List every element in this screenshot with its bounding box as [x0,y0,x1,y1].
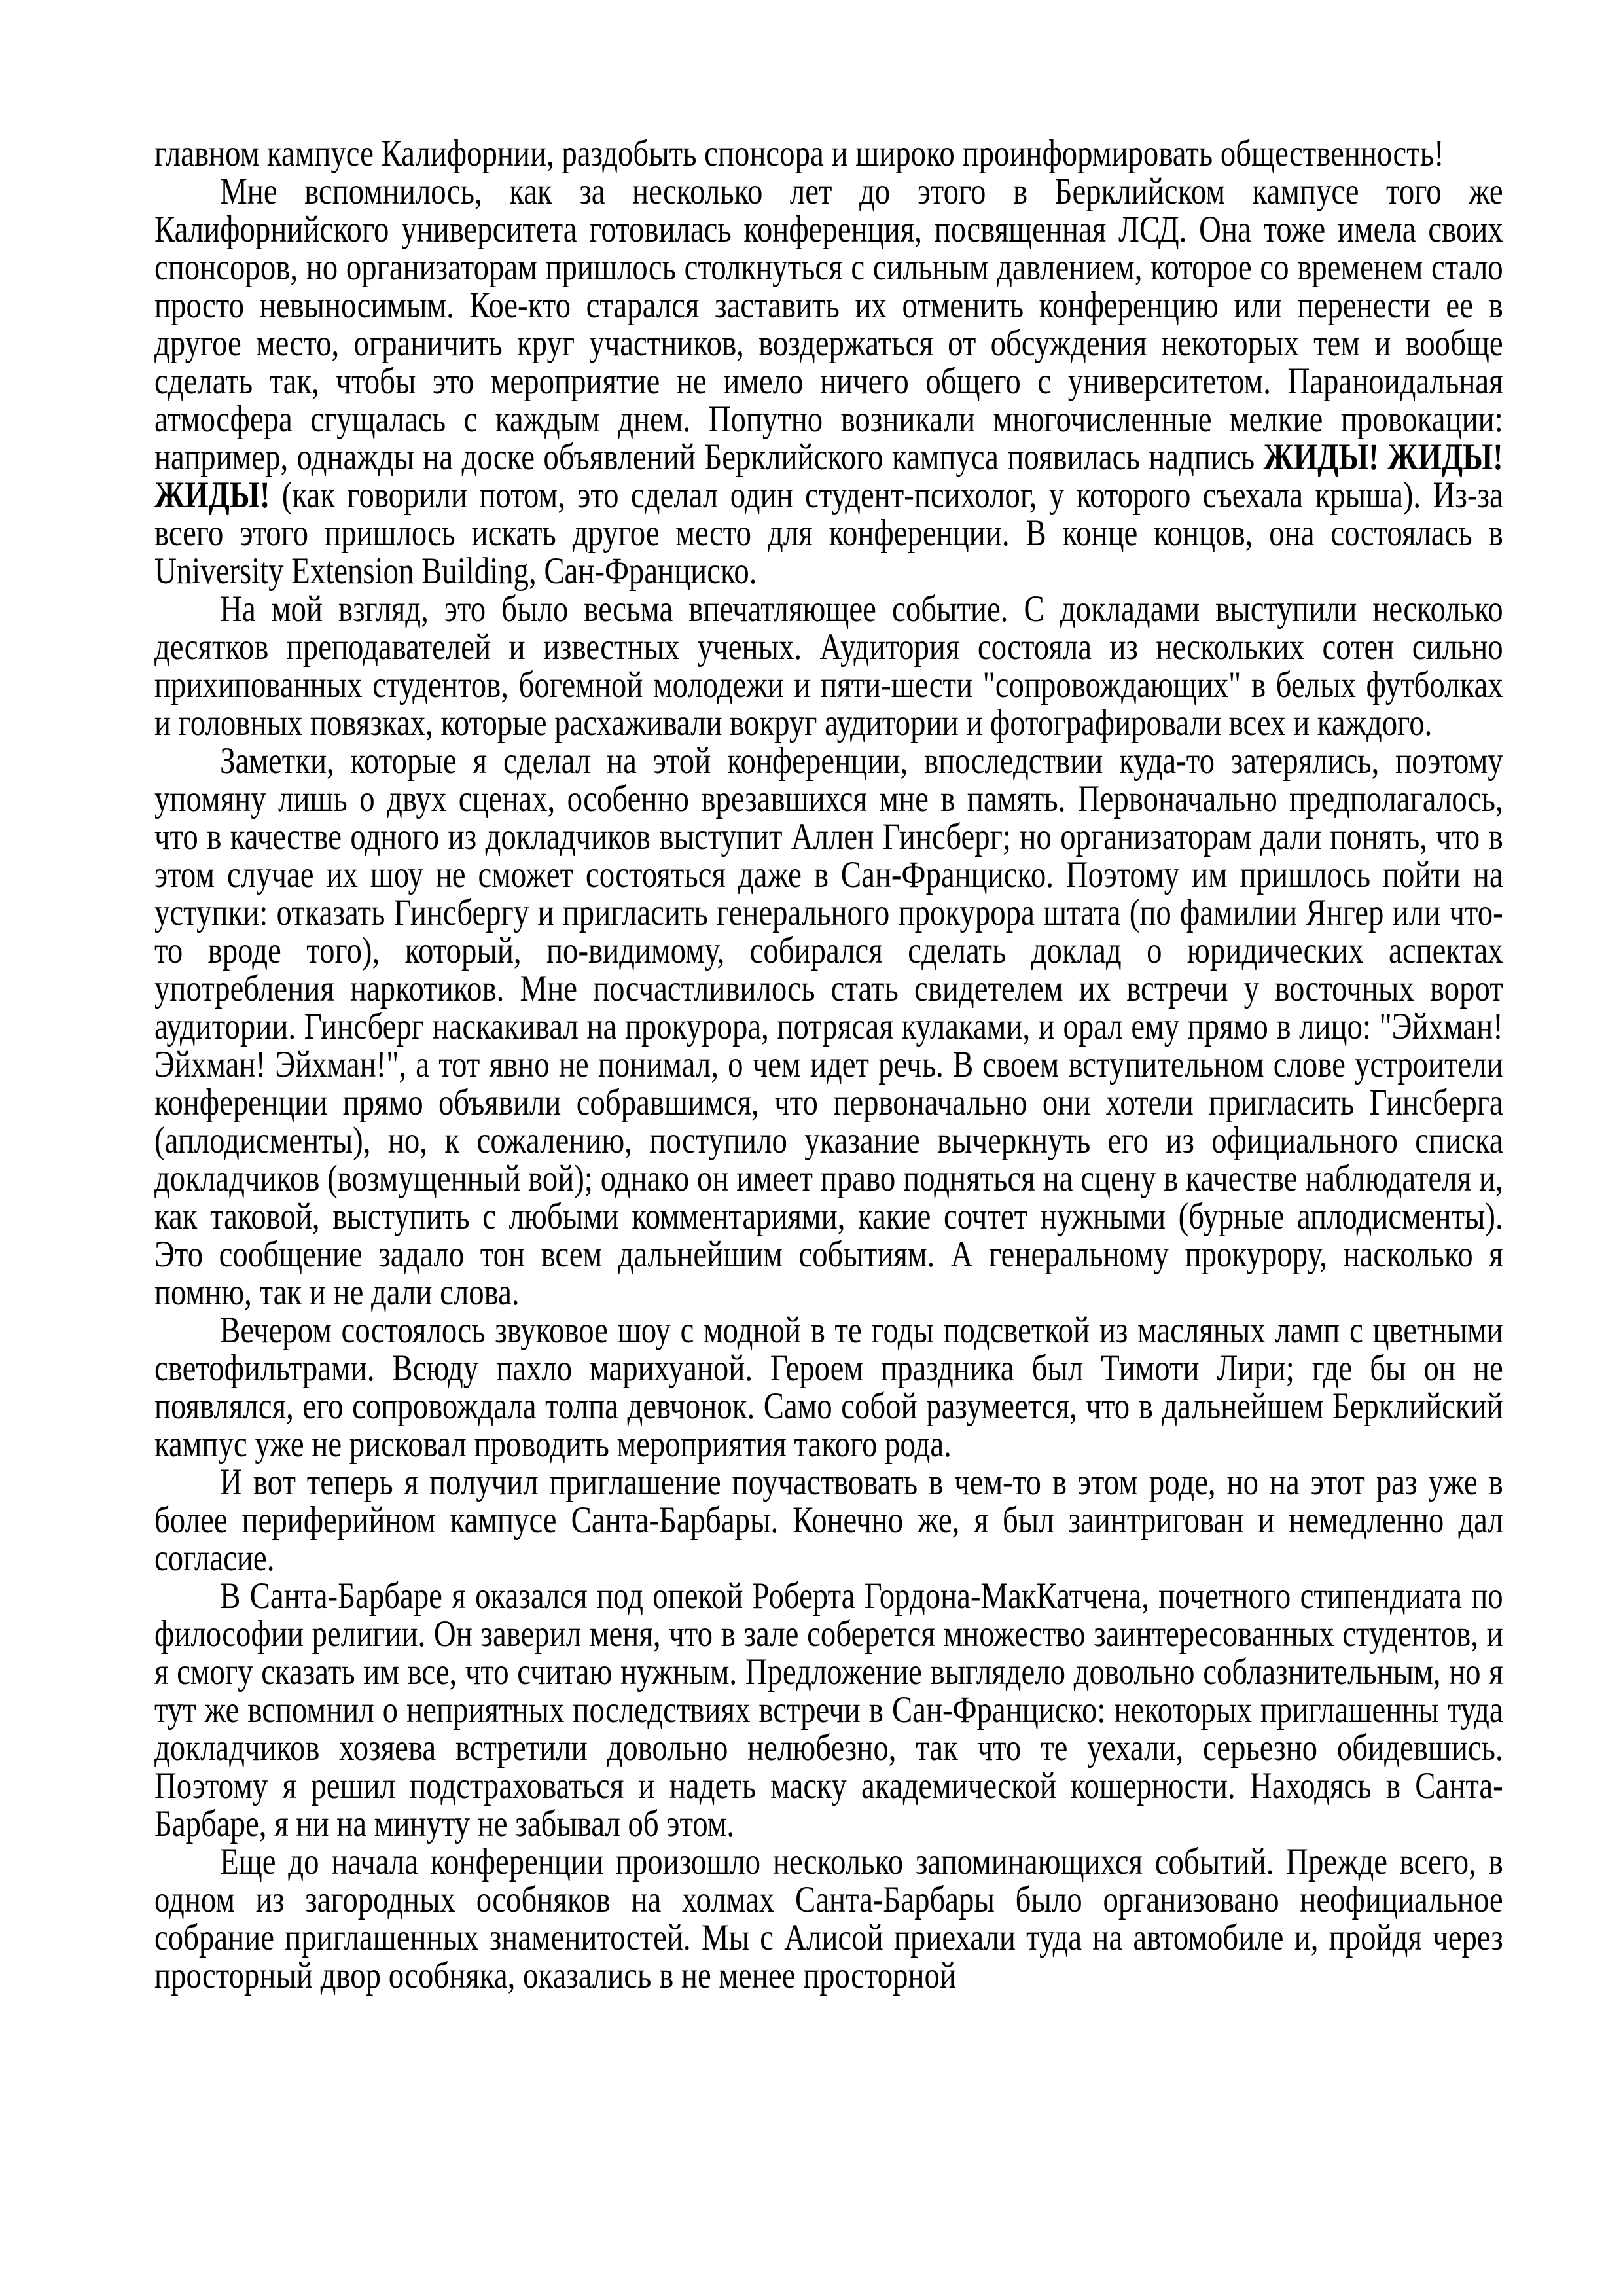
paragraph [154,742,1503,1312]
emphasized-text: ЖИДЫ! ЖИДЫ! ЖИДЫ! [154,437,1503,516]
paragraph-text: главном кампусе Калифорнии, раздобыть спонсора и широко проинформировать общественность! [154,133,1444,174]
paragraph-text: (как говорили потом, это сделал один студент-психолог, у которого съехала крыша). Из-за всего этого пришлось искать другое место для конференции. В конце концов, она состоялась в University Extension Building, Сан-Франциско. [154,475,1503,592]
paragraph [154,173,1503,590]
paragraph [154,135,1503,173]
paragraph-text: Мне вспомнилось, как за несколько лет до этого в Берклийском кампусе того же Калифорнийского университета готовилась конференция, посвященная ЛСД. Она тоже имела своих спонсоров, но организаторам пришлось столкнуться с сильным давлением, которое со временем стало просто невыносимым. Кое-кто старался заставить их отменить конференцию или перенести ее в другое место, ограничить круг участников, воздержаться от обсуждения некоторых тем и вообще сделать так, чтобы это мероприятие не имело ничего общего с университетом. Параноидальная атмосфера сгущалась с каждым днем. Попутно возникали многочисленные мелкие провокации: например, однажды на доске объявлений Берклийского кампуса появилась надпись [154,171,1503,478]
paragraph [154,1843,1503,1995]
paragraph-text: На мой взгляд, это было весьма впечатляющее событие. С докладами выступили несколько десятков преподавателей и известных ученых. Аудитория состояла из нескольких сотен сильно прихипованных студентов, богемной молодежи и пяти-шести "сопровождающих" в белых футболках и головных повязках, которые расхаживали вокруг аудитории и фотографировали всех и каждого. [154,588,1503,744]
paragraph [154,1463,1503,1577]
paragraph [154,1312,1503,1463]
paragraph-text: Заметки, которые я сделал на этой конференции, впоследствии куда-то затерялись, поэтому упомяну лишь о двух сценах, особенно врезавшихся мне в память. Первоначально предполагалось, что в качестве одного из докладчиков выступит Аллен Гинсберг; но организаторам дали понять, что в этом случае их шоу не сможет состояться даже в Сан-Франциско. Поэтому им пришлось пойти на уступки: отказать Гинсбергу и пригласить генерального прокурора штата (по фамилии Янгер или что-то вроде того), который, по-видимому, собирался сделать доклад о юридических аспектах употребления наркотиков. Мне посчастливилось стать свидетелем их встречи у восточных ворот аудитории. Гинсберг наскакивал на прокурора, потрясая кулаками, и орал ему прямо в лицо: "Эйхман! Эйхман! Эйхман!", а тот явно не понимал, о чем идет речь. В своем вступительном слове устроители конференции прямо объявили собравшимся, что первоначально они хотели пригласить Гинсберга (аплодисменты), но, к сожалению, поступило указание вычеркнуть его из официального списка докладчиков (возмущенный вой); однако он имеет право подняться на сцену в качестве наблюдателя и, как таковой, выступить с любыми комментариями, какие сочтет нужными (бурные аплодисменты). Это сообщение задало тон всем дальнейшим событиям. А генеральному прокурору, насколько я помню, так и не дали слова. [154,740,1503,1313]
paragraph-text: Вечером состоялось звуковое шоу с модной в те годы подсветкой из масляных ламп с цветными светофильтрами. Всюду пахло марихуаной. Героем праздника был Тимоти Лири; где бы он не появлялся, его сопровождала толпа девчонок. Само собой разумеется, что в дальнейшем Берклийский кампус уже не рисковал проводить мероприятия такого рода. [154,1310,1503,1465]
page-text [154,135,1503,1995]
paragraph-text: В Санта-Барбаре я оказался под опекой Роберта Гордона-МакКатчена, почетного стипендиата по философии религии. Он заверил меня, что в зале соберется множество заинтересованных студентов, и я смогу сказать им все, что считаю нужным. Предложение выглядело довольно соблазнительным, но я тут же вспомнил о неприятных последствиях встречи в Сан-Франциско: некоторых приглашенны туда докладчиков хозяева встретили довольно нелюбезно, так что те уехали, серьезно обидевшись. Поэтому я решил подстраховаться и надеть маску академической кошерности. Находясь в Санта-Барбаре, я ни на минуту не забывал об этом. [154,1575,1503,1844]
paragraph-text: Еще до начала конференции произошло несколько запоминающихся событий. Прежде всего, в одном из загородных особняков на холмах Санта-Барбары было организовано неофициальное собрание приглашенных знаменитостей. Мы с Алисой приехали туда на автомобиле и, пройдя через просторный двор особняка, оказались в не менее просторной [154,1841,1503,1996]
paragraph-text: И вот теперь я получил приглашение поучаствовать в чем-то в этом роде, но на этот раз уже в более периферийном кампусе Санта-Барбары. Конечно же, я был заинтригован и немедленно дал согласие. [154,1462,1503,1579]
paragraph [154,590,1503,742]
paragraph [154,1577,1503,1843]
